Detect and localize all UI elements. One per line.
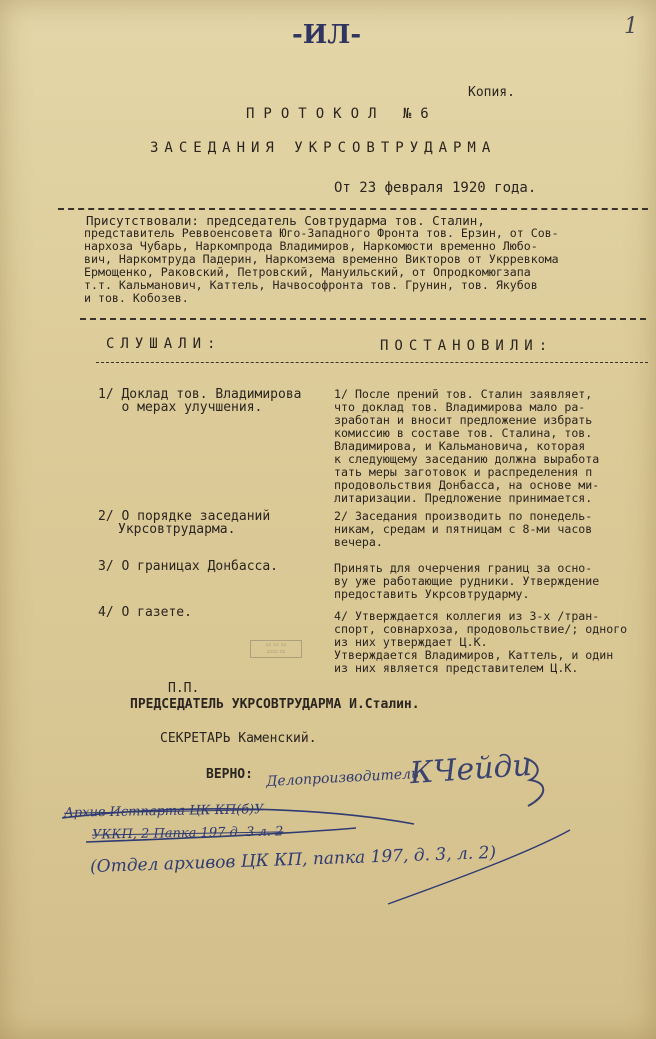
- resolved-line: ву уже работающие рудники. Утверждение: [334, 574, 600, 588]
- folio-mark: -ИЛ-: [292, 20, 362, 50]
- chairman-signature-line: ПРЕДСЕДАТЕЛЬ УКРСОВТРУДАРМА И.Сталин.: [130, 697, 420, 712]
- resolved-line: литаризации. Предложение принимается.: [334, 491, 593, 505]
- resolved-line: спорт, совнархоза, продовольствие/; одного: [334, 622, 628, 636]
- secretary-signature-line: СЕКРЕТАРЬ Каменский.: [160, 731, 317, 746]
- item-1-heard: о мерах улучшения.: [98, 400, 263, 415]
- archive-note: (Отдел архивов ЦК КП, папка 197, д. 3, л. 2): [89, 842, 497, 878]
- protocol-title: ПРОТОКОЛ №6: [246, 106, 438, 122]
- attendance-line: и тов. Кобозев.: [84, 291, 189, 305]
- divider-top: [58, 208, 648, 210]
- resolved-line: никам, средам и пятницам с 8-ми часов: [334, 522, 593, 536]
- archive-struck-line-2: УККП, 2 Папка 197 д. 3 л. 2: [91, 824, 284, 843]
- resolved-line: 2/ Заседания производить по понедель-: [334, 509, 593, 523]
- resolved-line: комиссию в составе тов. Сталина, тов.: [334, 426, 593, 440]
- pp-mark: П.П.: [168, 681, 200, 696]
- faded-stamp: ▭ ▭ ▭ ▭▭ ▭: [250, 640, 302, 658]
- resolved-line: из них утверждает Ц.К.: [334, 635, 488, 649]
- item-1-heard: 1/ Доклад тов. Владимирова: [98, 387, 302, 402]
- resolved-line: 4/ Утверждается коллегия из 3-х /тран-: [334, 609, 600, 623]
- signature-flourish: [520, 752, 570, 812]
- handwritten-signature: КЧейди: [408, 747, 533, 792]
- resolved-line: что доклад тов. Владимирова мало ра-: [334, 400, 586, 414]
- resolved-line: Утверждается Владимиров, Каттель, и один: [334, 648, 614, 662]
- resolved-line: предоставить Укрсовтрударму.: [334, 587, 530, 601]
- resolved-line: Принять для очерчения границ за осно-: [334, 561, 593, 575]
- certified-by-handwriting: Делопроизводитель: [265, 766, 419, 790]
- resolved-line: 1/ После прений тов. Сталин заявляет,: [334, 387, 593, 401]
- resolved-line: тать меры заготовок и распределения п: [334, 465, 593, 479]
- attendance-line: представитель Реввоенсовета Юго-Западного Фронта тов. Ерзин, от Сов-: [84, 226, 559, 240]
- item-3-heard: 3/ О границах Донбасса.: [98, 559, 279, 574]
- item-2-heard: 2/ О порядке заседаний: [98, 509, 271, 524]
- resolved-line: зработан и вносит предложение избрать: [334, 413, 593, 427]
- resolved-line: из них является представителем Ц.К.: [334, 661, 579, 675]
- resolved-line: продовольствия Донбасса, на основе ми-: [334, 478, 600, 492]
- copy-label: Копия.: [468, 85, 515, 100]
- attendance-line: Присутствовали: председатель Совтрударма тов. Сталин,: [86, 213, 485, 228]
- certified-label: ВЕРНО:: [206, 767, 253, 782]
- meeting-date: От 23 февраля 1920 года.: [334, 180, 537, 196]
- margin-line: [380, 828, 580, 908]
- divider-middle: [80, 318, 646, 320]
- resolved-line: Владимирова, и Кальмановича, которая: [334, 439, 586, 453]
- heard-column-header: СЛУШАЛИ:: [106, 336, 222, 352]
- item-4-heard: 4/ О газете.: [98, 605, 192, 620]
- meeting-subtitle: ЗАСЕДАНИЯ УКРСОВТРУДАРМА: [150, 140, 497, 156]
- page-number: 1: [624, 14, 638, 39]
- resolved-line: к следующему заседанию должна выработа: [334, 452, 600, 466]
- attendance-line: т.т. Кальманович, Каттель, Начвософронта тов. Грунин, тов. Якубов: [84, 278, 538, 292]
- resolved-line: вечера.: [334, 535, 383, 549]
- resolved-column-header: ПОСТАНОВИЛИ:: [380, 338, 554, 354]
- attendance-line: нархоза Чубарь, Наркомпрода Владимиров, Наркомюсти временно Любо-: [84, 239, 538, 253]
- attendance-line: Ермощенко, Раковский, Петровский, Мануильский, от Опродкомюгзапа: [84, 265, 531, 279]
- archive-struck-line-1: Архив Истпарта ЦК КП(б)У: [63, 802, 264, 821]
- item-2-heard: Укрсовтрударма.: [118, 522, 236, 537]
- attendance-line: вич, Наркомтруда Падерин, Наркомзема временно Викторов от Укрревкома: [84, 252, 559, 266]
- divider-columns: [96, 362, 648, 363]
